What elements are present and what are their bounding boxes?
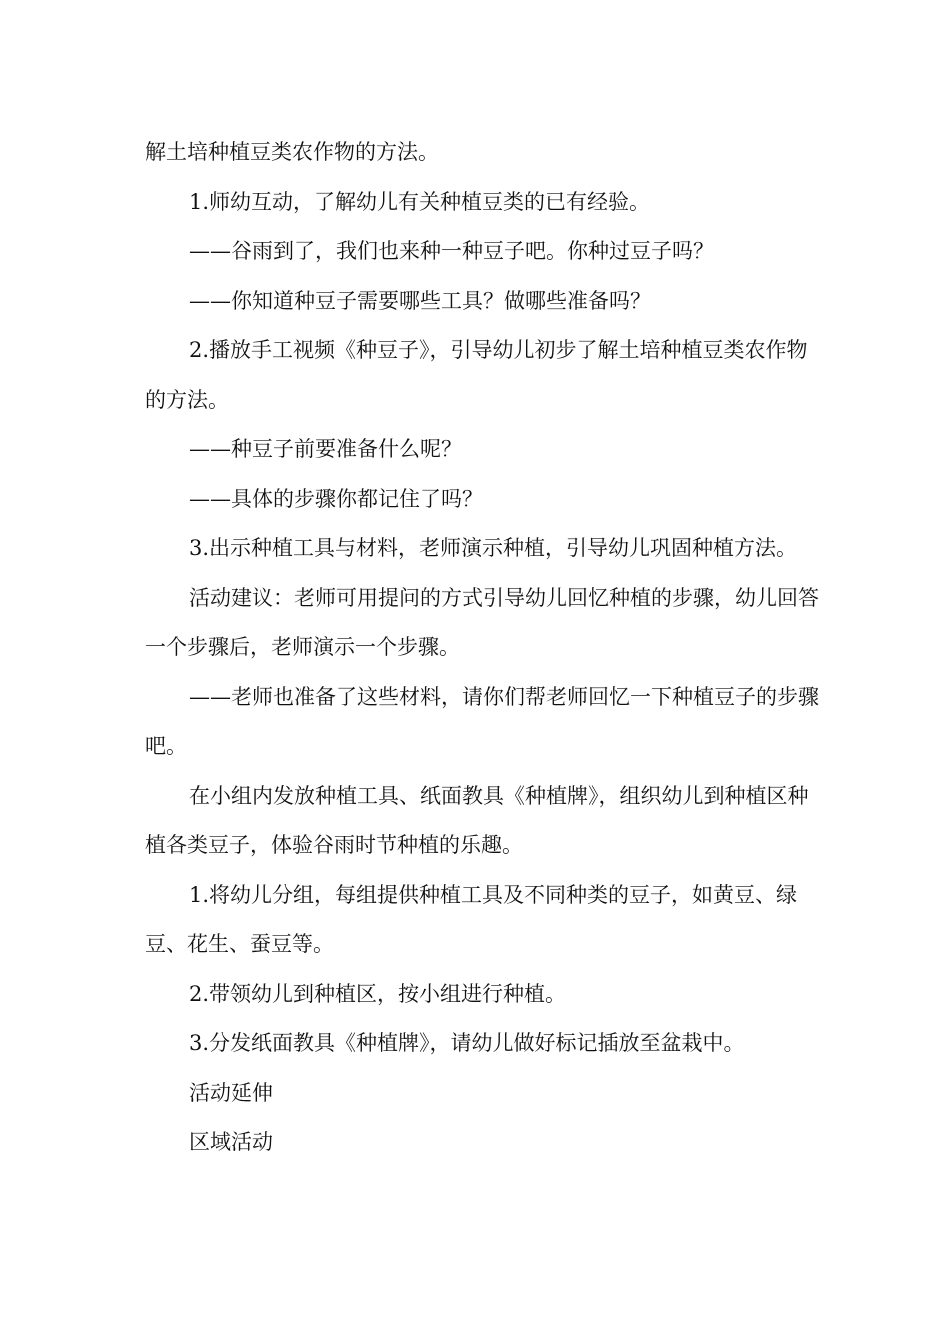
paragraph: 解土培种植豆类农作物的方法。 bbox=[145, 140, 439, 164]
section-heading: 活动延伸 bbox=[189, 1080, 273, 1105]
paragraph: 在小组内发放种植工具、纸面教具《种植牌》，组织幼儿到种植区种植各类豆子，体验谷雨时节种植的乐趣。 bbox=[145, 783, 809, 857]
document-body bbox=[145, 128, 825, 1168]
paragraph: 3.分发纸面教具《种植牌》，请幼儿做好标记插放至盆栽中。 bbox=[189, 1031, 745, 1055]
paragraph: ——谷雨到了，我们也来种一种豆子吧。你种过豆子吗？ bbox=[189, 239, 714, 263]
paragraph: ——具体的步骤你都记住了吗？ bbox=[189, 486, 483, 511]
paragraph: 2.播放手工视频《种豆子》，引导幼儿初步了解土培种植豆类农作物的方法。 bbox=[145, 338, 808, 412]
paragraph: 活动建议：老师可用提问的方式引导幼儿回忆种植的步骤，幼儿回答一个步骤后，老师演示一个步骤。 bbox=[145, 585, 819, 659]
paragraph: 1.将幼儿分组，每组提供种植工具及不同种类的豆子，如黄豆、绿豆、花生、蚕豆等。 bbox=[145, 882, 798, 956]
paragraph: ——你知道种豆子需要哪些工具？做哪些准备吗？ bbox=[189, 288, 651, 313]
paragraph: ——老师也准备了这些材料，请你们帮老师回忆一下种植豆子的步骤吧。 bbox=[145, 684, 819, 758]
paragraph: 1.师幼互动，了解幼儿有关种植豆类的已有经验。 bbox=[189, 189, 651, 214]
paragraph: 3.出示种植工具与材料，老师演示种植，引导幼儿巩固种植方法。 bbox=[189, 536, 798, 560]
paragraph: ——种豆子前要准备什么呢？ bbox=[189, 437, 462, 461]
section-heading: 区域活动 bbox=[189, 1130, 273, 1154]
paragraph: 2.带领幼儿到种植区，按小组进行种植。 bbox=[189, 981, 567, 1006]
